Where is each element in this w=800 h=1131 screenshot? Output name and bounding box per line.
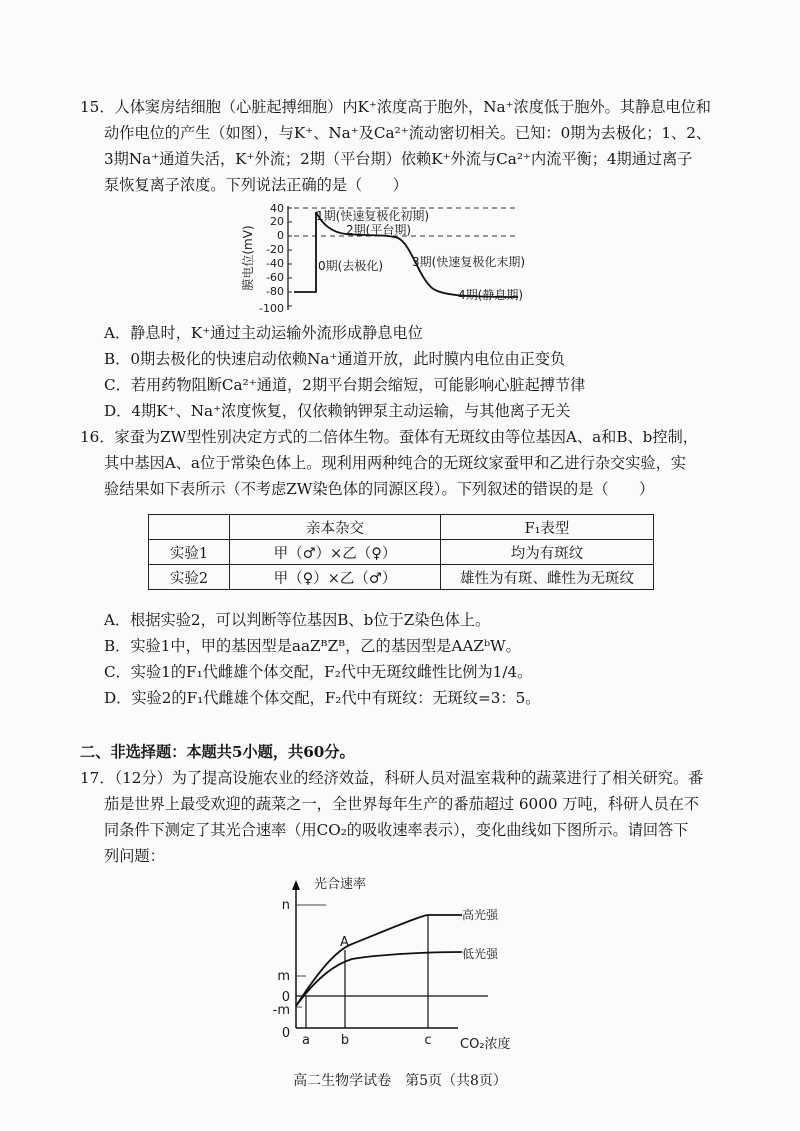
table-cell: 均为有斑纹 [441, 540, 654, 565]
ps-curve-high [296, 915, 462, 1006]
ps-xtick-0: 0 [281, 1026, 291, 1041]
table-cell: 实验1 [149, 540, 230, 565]
table-cell: 甲（♀）×乙（♂） [230, 565, 441, 590]
ap-tick: -100 [259, 302, 284, 315]
ps-ytick-m: m [277, 969, 290, 984]
table-header-cell: 亲本杂交 [230, 515, 441, 540]
ps-ytick-neg-m: -m [272, 1003, 290, 1018]
ap-ylabel: 膜电位(mV) [241, 225, 255, 291]
ps-ytick-0: 0 [281, 990, 290, 1005]
q16-option-d: D．实验2的F₁代雌雄个体交配，F₂代中有斑纹：无斑纹=3：5。 [104, 689, 541, 707]
q17-line-3: 同条件下测定了其光合速率（用CO₂的吸收速率表示），变化曲线如下图所示。请回答下 [104, 821, 689, 839]
section-title: 二、非选择题：本题共5小题，共60分。 [80, 743, 355, 761]
ps-curve-low [296, 952, 462, 1006]
ps-xlabel: CO₂浓度 [460, 1037, 511, 1052]
photosynthesis-figure [262, 872, 542, 1062]
ps-ytick-n: n [281, 898, 290, 913]
q16-line-1: 16．家蚕为ZW型性别决定方式的二倍体生物。蚕体有无斑纹由等位基因A、a和B、b控制， [80, 428, 698, 446]
table-row [149, 565, 654, 590]
ap-tick: 20 [270, 215, 284, 228]
ap-tick: -40 [266, 257, 284, 270]
q16-line-2: 其中基因A、a位于常染色体上。现利用两种纯合的无斑纹家蚕甲和乙进行杂交实验，实 [104, 454, 686, 472]
q16-option-c: C．实验1的F₁代雌雄个体交配，F₂代中无斑纹雌性比例为1/4。 [104, 663, 533, 681]
ps-high-label: 高光强 [462, 908, 499, 922]
ps-low-label: 低光强 [462, 947, 499, 961]
q17-line-4: 列问题： [104, 847, 165, 865]
q15-line-4: 泵恢复离子浓度。下列说法正确的是（ ） [104, 176, 408, 194]
q15-option-d: D．4期K⁺、Na⁺浓度恢复，仅依赖钠钾泵主动运输，与其他离子无关 [104, 402, 571, 420]
q15-option-c: C．若用药物阻断Ca²⁺通道，2期平台期会缩短，可能影响心脏起搏节律 [104, 376, 586, 394]
ps-ylabel: 光合速率 [314, 877, 367, 892]
ap-phase1-label: 1期(快速复极化初期) [316, 209, 429, 223]
q15-option-b: B．0期去极化的快速启动依赖Na⁺通道开放，此时膜内电位由正变负 [104, 350, 566, 368]
ap-phase2-label: 2期(平台期) [346, 223, 411, 237]
ps-y-arrow [292, 880, 300, 890]
q15-option-a: A．静息时，K⁺通过主动运输外流形成静息电位 [104, 324, 423, 342]
ap-tick: 40 [270, 202, 284, 215]
ps-xtick-b: b [340, 1033, 350, 1048]
q17-line-1: 17．（12分）为了提高设施农业的经济效益，科研人员对温室栽种的蔬菜进行了相关研究。番 [80, 769, 704, 787]
q16-option-b: B．实验1中，甲的基因型是aaZᴮZᴮ，乙的基因型是AAZᵇW。 [104, 637, 521, 655]
ap-tick: -20 [266, 243, 284, 256]
table-row [149, 540, 654, 565]
cross-table [148, 514, 654, 590]
ap-tick: 0 [277, 229, 284, 242]
action-potential-figure [236, 198, 536, 320]
q17-line-2: 茄是世界上最受欢迎的蔬菜之一，全世界每年生产的番茄超过 6000 万吨，科研人员在不 [104, 795, 700, 813]
table-header-cell: F₁表型 [441, 515, 654, 540]
ap-phase0-label: 0期(去极化) [318, 259, 383, 273]
q15-line-1: 15．人体窦房结细胞（心脏起搏细胞）内K⁺浓度高于胞外，Na⁺浓度低于胞外。其静息电位和 [80, 98, 711, 116]
q16-line-3: 验结果如下表所示（不考虑ZW染色体的同源区段）。下列叙述的错误的是（ ） [104, 480, 655, 498]
table-cell: 雄性为有斑、雌性为无斑纹 [441, 565, 654, 590]
q15-line-3: 3期Na⁺通道失活，K⁺外流；2期（平台期）依赖K⁺外流与Ca²⁺内流平衡；4期通过离子 [104, 150, 693, 168]
ps-xtick-a: a [302, 1033, 310, 1048]
page-footer: 高二生物学试卷 第5页（共8页） [293, 1073, 507, 1089]
ap-phase3-label: 3期(快速复极化末期) [412, 255, 525, 269]
ap-tick: -60 [266, 271, 284, 284]
ps-point-a: A [340, 935, 349, 950]
ap-tick: -80 [266, 285, 284, 298]
table-header-cell [149, 515, 230, 540]
ap-phase4-label: 4期(静息期) [458, 288, 523, 302]
table-cell: 甲（♂）×乙（♀） [230, 540, 441, 565]
ps-xtick-c: c [424, 1033, 432, 1048]
table-header-row [149, 515, 654, 540]
q15-line-2: 动作电位的产生（如图），与K⁺、Na⁺及Ca²⁺流动密切相关。已知：0期为去极化；1、2、 [104, 124, 712, 142]
q16-option-a: A．根据实验2，可以判断等位基因B、b位于Z染色体上。 [104, 611, 491, 629]
table-cell: 实验2 [149, 565, 230, 590]
